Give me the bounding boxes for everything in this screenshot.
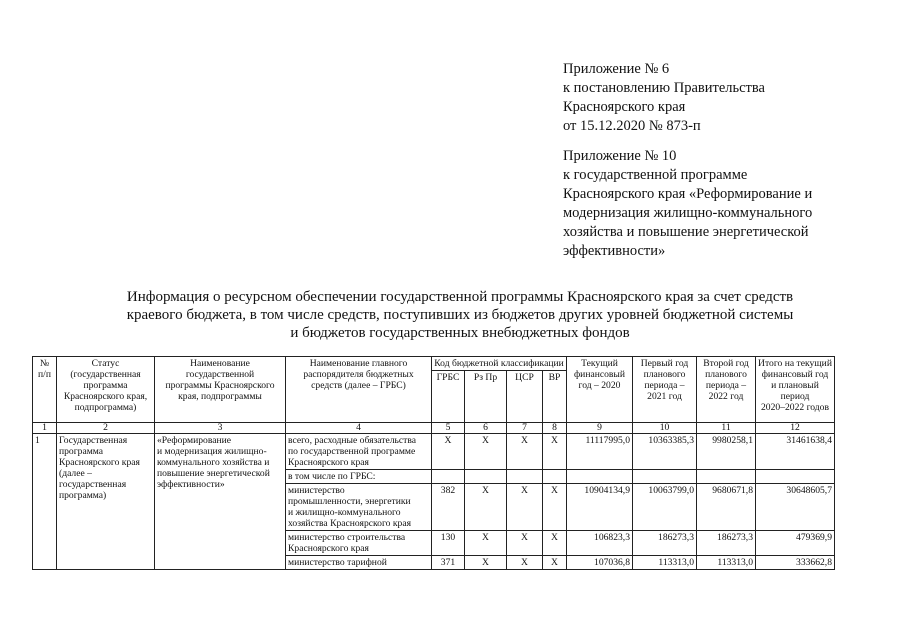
appendix-10-block: [563, 147, 812, 261]
current-year-cell: [567, 470, 633, 484]
header-rzpr: Рз Пр: [465, 371, 507, 423]
title-line: Информация о ресурсном обеспечении государственной программы Красноярского края за счет средств: [126, 289, 794, 305]
second-plan-year-cell: 9980258,1: [697, 434, 756, 470]
csr-cell: X: [507, 484, 543, 531]
appendix-6-line: от 15.12.2020 № 873-п: [563, 118, 701, 134]
document-title: [90, 288, 830, 342]
table-row: [33, 434, 835, 470]
appendix-10-line: хозяйства и повышение энергетической: [563, 224, 809, 240]
grbs-code-cell: 371: [432, 556, 465, 570]
csr-cell: [507, 470, 543, 484]
header-status: Статус (государственная программа Красноярского края, подпрограмма): [57, 357, 155, 423]
header-vr: ВР: [543, 371, 567, 423]
current-year-cell: 11117995,0: [567, 434, 633, 470]
column-number: 8: [543, 423, 567, 434]
total-cell: 479369,9: [756, 531, 835, 556]
header-budget-code: Код бюджетной классификации: [432, 357, 567, 371]
column-number: 4: [286, 423, 432, 434]
header-first-plan-year: Первый год планового периода – 2021 год: [633, 357, 697, 423]
row-status: Государственная программа Красноярского края (далее – государственная программа): [57, 434, 155, 570]
column-number: 11: [697, 423, 756, 434]
row-program-name: «Реформирование и модернизация жилищно- коммунального хозяйства и повышение энергетической эффективности»: [155, 434, 286, 570]
csr-cell: X: [507, 434, 543, 470]
vr-cell: X: [543, 556, 567, 570]
appendix-10-line: к государственной программе: [563, 167, 748, 183]
appendix-6-line: Приложение № 6: [563, 61, 670, 77]
column-number: 5: [432, 423, 465, 434]
column-number: 10: [633, 423, 697, 434]
rzpr-cell: X: [465, 434, 507, 470]
total-cell: 31461638,4: [756, 434, 835, 470]
column-number: 3: [155, 423, 286, 434]
header-grbs-code: ГРБС: [432, 371, 465, 423]
row-number: 1: [33, 434, 57, 570]
column-number: 2: [57, 423, 155, 434]
second-plan-year-cell: 113313,0: [697, 556, 756, 570]
first-plan-year-cell: [633, 470, 697, 484]
rzpr-cell: X: [465, 531, 507, 556]
total-cell: 30648605,7: [756, 484, 835, 531]
column-number: 9: [567, 423, 633, 434]
grbs-code-cell: 382: [432, 484, 465, 531]
grbs-name-cell: министерство строительства Красноярского края: [286, 531, 432, 556]
column-number: 1: [33, 423, 57, 434]
current-year-cell: 106823,3: [567, 531, 633, 556]
first-plan-year-cell: 113313,0: [633, 556, 697, 570]
second-plan-year-cell: [697, 470, 756, 484]
header-num: № п/п: [33, 357, 57, 423]
appendix-6-line: Красноярского края: [563, 99, 686, 115]
vr-cell: X: [543, 531, 567, 556]
second-plan-year-cell: 9680671,8: [697, 484, 756, 531]
first-plan-year-cell: 10063799,0: [633, 484, 697, 531]
rzpr-cell: X: [465, 556, 507, 570]
csr-cell: X: [507, 531, 543, 556]
header-csr: ЦСР: [507, 371, 543, 423]
current-year-cell: 10904134,9: [567, 484, 633, 531]
rzpr-cell: X: [465, 484, 507, 531]
column-number: 7: [507, 423, 543, 434]
appendix-10-line: Приложение № 10: [563, 148, 677, 164]
grbs-code-cell: 130: [432, 531, 465, 556]
appendix-10-line: модернизация жилищно-коммунального: [563, 205, 813, 221]
grbs-name-cell: всего, расходные обязательства по государственной программе Красноярского края: [286, 434, 432, 470]
header-second-plan-year: Второй год планового периода – 2022 год: [697, 357, 756, 423]
title-line: краевого бюджета, в том числе средств, поступивших из бюджетов других уровней бюджетной системы: [126, 307, 794, 323]
title-line: и бюджетов государственных внебюджетных фондов: [290, 325, 630, 341]
total-cell: [756, 470, 835, 484]
header-row: [33, 357, 835, 371]
vr-cell: [543, 470, 567, 484]
header-program-name: Наименование государственной программы Красноярского края, подпрограммы: [155, 357, 286, 423]
second-plan-year-cell: 186273,3: [697, 531, 756, 556]
grbs-code-cell: [432, 470, 465, 484]
grbs-name-cell: министерство тарифной: [286, 556, 432, 570]
rzpr-cell: [465, 470, 507, 484]
header-current-year: Текущий финансовый год – 2020: [567, 357, 633, 423]
total-cell: 333662,8: [756, 556, 835, 570]
appendix-6-block: [563, 60, 765, 136]
resource-table: [32, 356, 835, 570]
column-number: 6: [465, 423, 507, 434]
column-number: 12: [756, 423, 835, 434]
appendix-10-line: Красноярского края «Реформирование и: [563, 186, 813, 202]
vr-cell: X: [543, 434, 567, 470]
current-year-cell: 107036,8: [567, 556, 633, 570]
first-plan-year-cell: 10363385,3: [633, 434, 697, 470]
header-total: Итого на текущий финансовый год и плановый период 2020–2022 годов: [756, 357, 835, 423]
vr-cell: X: [543, 484, 567, 531]
csr-cell: X: [507, 556, 543, 570]
column-number-row: [33, 423, 835, 434]
grbs-name-cell: министерство промышленности, энергетики и жилищно-коммунального хозяйства Красноярского края: [286, 484, 432, 531]
appendix-10-line: эффективности»: [563, 243, 666, 259]
grbs-name-cell: в том числе по ГРБС:: [286, 470, 432, 484]
grbs-code-cell: X: [432, 434, 465, 470]
header-grbs-name: Наименование главного распорядителя бюджетных средств (далее – ГРБС): [286, 357, 432, 423]
first-plan-year-cell: 186273,3: [633, 531, 697, 556]
appendix-6-line: к постановлению Правительства: [563, 80, 765, 96]
